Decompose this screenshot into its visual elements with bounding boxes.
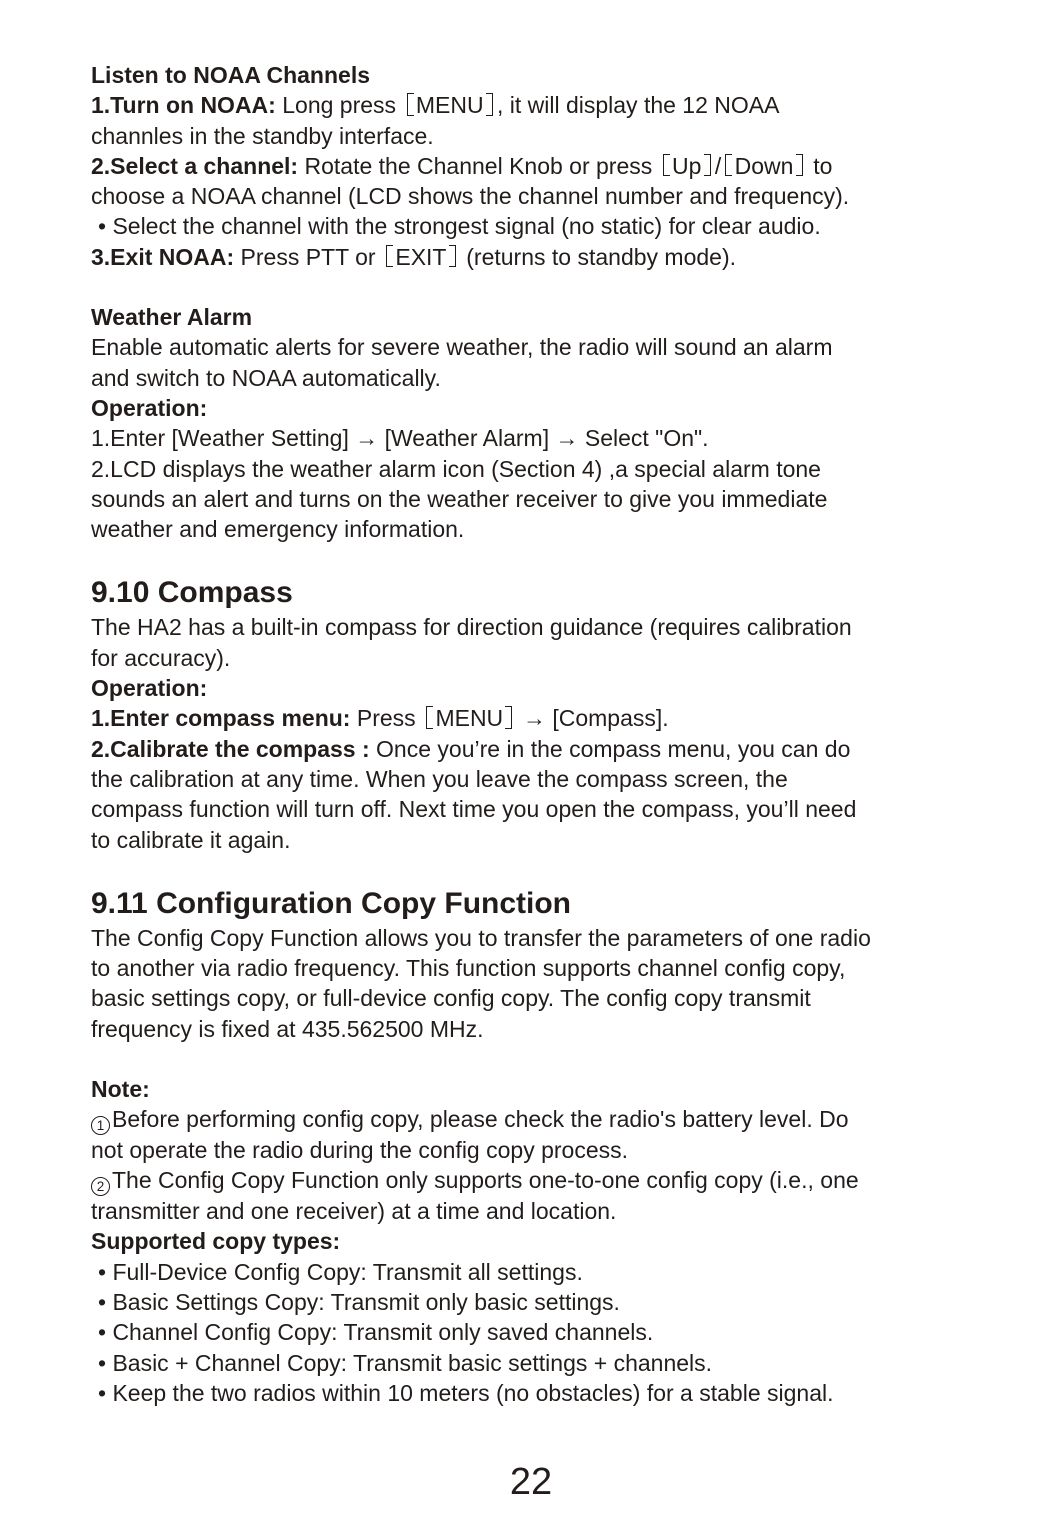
text-line: 2 The Config Copy Function only supports one-to-one config copy (i.e., one (91, 1165, 1022, 1196)
text-line: Operation: (91, 675, 208, 702)
left-lenticular-bracket-icon (426, 706, 433, 728)
text-line: basic settings copy, or full-device config copy. The config copy transmit (91, 985, 811, 1012)
left-lenticular-bracket-icon (386, 245, 393, 267)
right-lenticular-bracket-icon (449, 245, 456, 267)
right-lenticular-bracket-icon (486, 93, 493, 115)
circled-two-icon: 2 (91, 1177, 110, 1196)
circled-one-icon: 1 (91, 1116, 110, 1135)
text-line: 1 Before performing config copy, please check the radio's battery level. Do (91, 1104, 1022, 1135)
left-lenticular-bracket-icon (725, 154, 732, 176)
text-line: Operation: (91, 394, 208, 421)
text-line: • Full-Device Config Copy: Transmit all settings. (98, 1258, 583, 1285)
text-line: to another via radio frequency. This function supports channel config copy, (91, 955, 846, 982)
text-line: weather and emergency information. (91, 516, 465, 543)
text-line: 1.Enter compass menu: Press MENU → [Compass]. (91, 705, 669, 732)
page-number: 22 (509, 1461, 553, 1503)
text-line: sounds an alert and turns on the weather receiver to give you immediate (91, 485, 828, 512)
page-footer (0, 1462, 1062, 1502)
left-lenticular-bracket-icon (407, 93, 414, 115)
section-listen-noaa (91, 60, 1022, 272)
text-line: 2.Select a channel: Rotate the Channel Knob or press Up / Down to (91, 152, 833, 179)
text-line: for accuracy). (91, 644, 231, 671)
supported-copy-types-heading: Supported copy types: (91, 1228, 341, 1255)
heading-weather-alarm: Weather Alarm (91, 304, 253, 331)
text-line: not operate the radio during the config copy process. (91, 1137, 629, 1164)
text-line: choose a NOAA channel (LCD shows the channel number and frequency). (91, 183, 850, 210)
left-lenticular-bracket-icon (663, 154, 670, 176)
text-line: 3.Exit NOAA: Press PTT or EXIT (returns to standby mode). (91, 243, 736, 270)
right-lenticular-bracket-icon (704, 154, 711, 176)
text-line: 1.Turn on NOAA: Long press MENU , it will display the 12 NOAA (91, 92, 780, 119)
text-line: transmitter and one receiver) at a time and location. (91, 1198, 617, 1225)
right-lenticular-bracket-icon (505, 706, 512, 728)
text-line: • Keep the two radios within 10 meters (no obstacles) for a stable signal. (98, 1379, 834, 1406)
manual-content (91, 60, 1022, 1408)
section-config-copy (91, 885, 1022, 1408)
text-line: channles in the standby interface. (91, 122, 434, 149)
text-line: • Channel Config Copy: Transmit only saved channels. (98, 1319, 654, 1346)
text-line: 2.Calibrate the compass : Once you’re in the compass menu, you can do (91, 735, 851, 762)
text-line: • Select the channel with the strongest signal (no static) for clear audio. (98, 213, 821, 240)
text-line: to calibrate it again. (91, 826, 291, 853)
text-line: the calibration at any time. When you leave the compass screen, the (91, 765, 788, 792)
text-line: 1.Enter [Weather Setting] → [Weather Alarm] → Select "On". (91, 425, 709, 452)
note-heading: Note: (91, 1076, 150, 1103)
text-line: • Basic Settings Copy: Transmit only basic settings. (98, 1289, 620, 1315)
text-line: The HA2 has a built-in compass for direction guidance (requires calibration (91, 614, 852, 641)
text-line: frequency is fixed at 435.562500 MHz. (91, 1015, 484, 1042)
section-weather-alarm (91, 302, 1022, 544)
heading-9-11-config-copy: 9.11 Configuration Copy Function (91, 886, 571, 920)
right-lenticular-bracket-icon (796, 154, 803, 176)
section-compass (91, 574, 1022, 854)
heading-9-10-compass: 9.10 Compass (91, 576, 293, 610)
heading-listen-noaa: Listen to NOAA Channels (91, 62, 370, 88)
text-line: compass function will turn off. Next time you open the compass, you’ll need (91, 796, 857, 823)
text-line: 2.LCD displays the weather alarm icon (Section 4) ,a special alarm tone (91, 455, 821, 482)
text-line: • Basic + Channel Copy: Transmit basic settings + channels. (98, 1349, 713, 1376)
text-line: Enable automatic alerts for severe weather, the radio will sound an alarm (91, 334, 833, 361)
text-line: and switch to NOAA automatically. (91, 364, 441, 391)
text-line: The Config Copy Function allows you to transfer the parameters of one radio (91, 924, 871, 951)
